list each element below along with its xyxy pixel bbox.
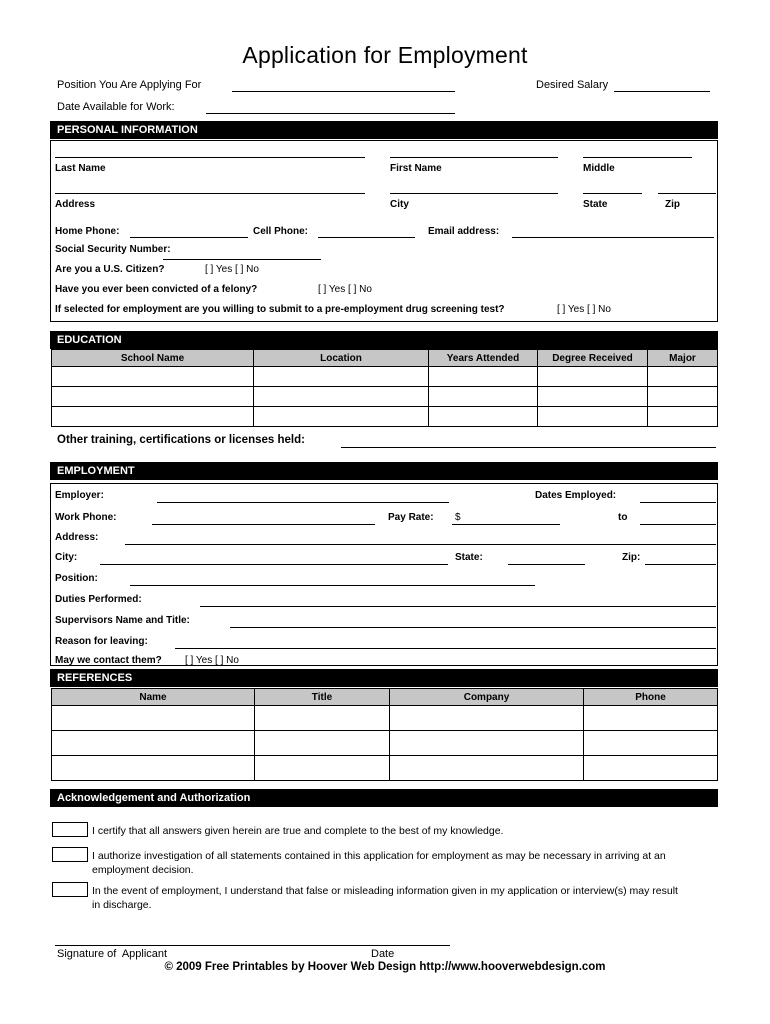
authorize-investigation-statement: I authorize investigation of all statements contained in this application for employment as may be necessary in arriving at an employment decision.	[92, 850, 666, 876]
certify-checkbox[interactable]	[52, 822, 88, 837]
signature-label: Signature of Applicant	[57, 948, 168, 960]
email-label: Email address:	[428, 226, 500, 237]
education-col-major: Major	[648, 350, 718, 367]
pay-rate-currency-symbol: $	[455, 512, 461, 523]
first-name-label: First Name	[390, 163, 442, 174]
address-blank[interactable]	[55, 193, 365, 194]
dates-employed-to-blank[interactable]	[640, 524, 716, 525]
signature-blank[interactable]	[55, 945, 450, 946]
desired-salary-label: Desired Salary	[536, 79, 609, 91]
employer-blank[interactable]	[157, 502, 449, 503]
city-blank[interactable]	[390, 193, 558, 194]
education-cell[interactable]	[429, 387, 538, 407]
employer-zip-label: Zip:	[622, 552, 641, 563]
false-information-checkbox[interactable]	[52, 882, 88, 897]
middle-name-label: Middle	[583, 163, 615, 174]
last-name-label: Last Name	[55, 163, 106, 174]
education-cell[interactable]	[538, 407, 648, 427]
desired-salary-blank[interactable]	[614, 91, 710, 92]
references-row	[52, 731, 718, 756]
home-phone-label: Home Phone:	[55, 226, 120, 237]
felony-question: Have you ever been convicted of a felony?	[55, 284, 258, 295]
references-cell[interactable]	[52, 756, 255, 781]
job-position-blank[interactable]	[130, 585, 535, 586]
references-col-name: Name	[52, 689, 255, 706]
employer-zip-blank[interactable]	[645, 564, 716, 565]
references-header-row	[52, 689, 718, 706]
references-row	[52, 756, 718, 781]
education-cell[interactable]	[52, 387, 254, 407]
education-cell[interactable]	[538, 387, 648, 407]
references-cell[interactable]	[255, 731, 390, 756]
references-cell[interactable]	[255, 756, 390, 781]
duties-performed-blank[interactable]	[200, 606, 716, 607]
other-training-label: Other training, certifications or licenses held:	[57, 434, 305, 446]
references-col-company: Company	[390, 689, 584, 706]
references-row	[52, 706, 718, 731]
education-cell[interactable]	[648, 367, 718, 387]
employer-city-label: City:	[55, 552, 78, 563]
certify-statement: I certify that all answers given herein are true and complete to the best of my knowledge.	[92, 825, 504, 837]
employer-state-label: State:	[455, 552, 483, 563]
duties-performed-label: Duties Performed:	[55, 594, 142, 605]
references-cell[interactable]	[390, 731, 584, 756]
date-label: Date	[371, 948, 395, 960]
references-col-phone: Phone	[584, 689, 718, 706]
references-cell[interactable]	[390, 706, 584, 731]
references-cell[interactable]	[584, 756, 718, 781]
job-position-label: Position:	[55, 573, 98, 584]
education-cell[interactable]	[254, 367, 429, 387]
last-name-blank[interactable]	[55, 157, 365, 158]
education-cell[interactable]	[538, 367, 648, 387]
education-col-years-attended: Years Attended	[429, 350, 538, 367]
date-available-label: Date Available for Work:	[57, 101, 175, 113]
other-training-blank[interactable]	[341, 447, 716, 448]
education-cell[interactable]	[648, 407, 718, 427]
references-header: REFERENCES	[50, 669, 718, 687]
drug-test-yes-no-checkboxes[interactable]: [ ] Yes [ ] No	[557, 304, 611, 315]
employment-box	[50, 483, 718, 666]
home-phone-blank[interactable]	[130, 237, 248, 238]
dates-employed-from-blank[interactable]	[640, 502, 716, 503]
references-table	[51, 688, 718, 781]
ssn-label: Social Security Number:	[55, 244, 171, 255]
cell-phone-blank[interactable]	[318, 237, 415, 238]
employer-label: Employer:	[55, 490, 104, 501]
dates-employed-to-label: to	[618, 512, 628, 523]
references-cell[interactable]	[390, 756, 584, 781]
education-cell[interactable]	[648, 387, 718, 407]
education-cell[interactable]	[52, 407, 254, 427]
education-cell[interactable]	[429, 367, 538, 387]
city-label: City	[390, 199, 409, 210]
education-cell[interactable]	[254, 407, 429, 427]
cell-phone-label: Cell Phone:	[253, 226, 309, 237]
employer-address-label: Address:	[55, 532, 99, 543]
citizen-yes-no-checkboxes[interactable]: [ ] Yes [ ] No	[205, 264, 259, 275]
supervisor-name-title-blank[interactable]	[230, 627, 716, 628]
work-phone-blank[interactable]	[152, 524, 375, 525]
education-col-school-name: School Name	[52, 350, 254, 367]
copyright-notice: © 2009 Free Printables by Hoover Web Design http://www.hooverwebdesign.com	[164, 961, 606, 973]
drug-test-question: If selected for employment are you willing to submit to a pre-employment drug screening test?	[55, 304, 505, 315]
zip-label: Zip	[665, 199, 680, 210]
education-row	[52, 387, 718, 407]
page-title: Application for Employment	[242, 42, 528, 68]
address-label: Address	[55, 199, 96, 210]
first-name-blank[interactable]	[390, 157, 558, 158]
date-available-blank[interactable]	[206, 113, 455, 114]
acknowledgement-header: Acknowledgement and Authorization	[50, 789, 718, 807]
reason-for-leaving-label: Reason for leaving:	[55, 636, 148, 647]
employer-address-blank[interactable]	[125, 544, 716, 545]
pay-rate-label: Pay Rate:	[388, 512, 434, 523]
position-applying-blank[interactable]	[232, 91, 455, 92]
references-cell[interactable]	[584, 706, 718, 731]
reason-for-leaving-blank[interactable]	[175, 648, 716, 649]
work-phone-label: Work Phone:	[55, 512, 117, 523]
references-cell[interactable]	[584, 731, 718, 756]
may-we-contact-question: May we contact them?	[55, 655, 162, 666]
education-row	[52, 407, 718, 427]
ssn-blank[interactable]	[163, 259, 321, 260]
education-cell[interactable]	[254, 387, 429, 407]
zip-blank[interactable]	[658, 193, 716, 194]
authorize-investigation-checkbox[interactable]	[52, 847, 88, 862]
personal-information-header: PERSONAL INFORMATION	[50, 121, 718, 139]
supervisor-name-title-label: Supervisors Name and Title:	[55, 615, 190, 626]
references-cell[interactable]	[255, 706, 390, 731]
may-we-contact-yes-no-checkboxes[interactable]: [ ] Yes [ ] No	[185, 655, 239, 666]
felony-yes-no-checkboxes[interactable]: [ ] Yes [ ] No	[318, 284, 372, 295]
education-col-location: Location	[254, 350, 429, 367]
education-col-degree-received: Degree Received	[538, 350, 648, 367]
state-label: State	[583, 199, 608, 210]
position-applying-label: Position You Are Applying For	[57, 79, 202, 91]
employer-state-blank[interactable]	[508, 564, 585, 565]
education-table	[51, 349, 718, 427]
education-header: EDUCATION	[50, 331, 718, 349]
email-blank[interactable]	[512, 237, 714, 238]
dates-employed-label: Dates Employed:	[535, 490, 617, 501]
employment-header: EMPLOYMENT	[50, 462, 718, 480]
pay-rate-blank[interactable]	[452, 524, 560, 525]
education-header-row	[52, 350, 718, 367]
employer-city-blank[interactable]	[100, 564, 448, 565]
references-cell[interactable]	[52, 706, 255, 731]
references-col-title: Title	[255, 689, 390, 706]
false-information-statement: In the event of employment, I understand that false or misleading information given in my application or interview(s) may result in discharge.	[92, 885, 678, 911]
education-cell[interactable]	[52, 367, 254, 387]
education-row	[52, 367, 718, 387]
education-cell[interactable]	[429, 407, 538, 427]
references-cell[interactable]	[52, 731, 255, 756]
citizen-question: Are you a U.S. Citizen?	[55, 264, 165, 275]
middle-name-blank[interactable]	[583, 157, 692, 158]
state-blank[interactable]	[583, 193, 642, 194]
